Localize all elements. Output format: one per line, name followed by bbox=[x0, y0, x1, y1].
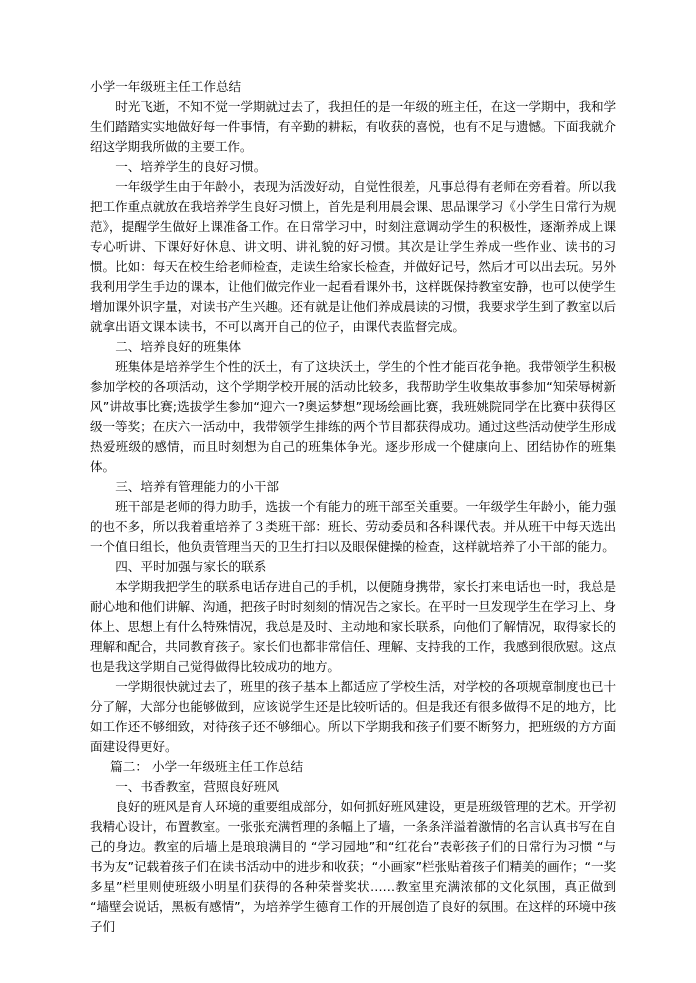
part-2-section-1-paragraph: 良好的班风是育人环境的重要组成部分，如何抓好班风建设，更是班级管理的艺术。开学初我精心设计，布置教室。一张张充满哲理的条幅上了墙，一条条洋溢着激情的名言认真书写在自己的身边。教室的后墙上是琅琅满目的 “学习园地”和“红花台”表彰孩子们的日常行为习惯 “与书为友”记载着孩子们在读书活动中的进步和收获；“小画家”栏张贴着孩子们精美的画作；“一奖多星”栏里则使班级小明星们获得的各种荣誉奖状……教室里充满浓郁的文化氛围，真正做到 “墙壁会说话，黑板有感情”，为培养学生德育工作的开展创造了良好的氛围。在这样的环境中孩子们 bbox=[90, 799, 616, 934]
section-4-paragraph: 本学期我把学生的联系电话存进自己的手机，以便随身携带，家长打来电话也一时，我总是耐心地和他们讲解、沟通，把孩子时时刻刻的情况告之家长。在平时一旦发现学生在学习上、身体上、思想上有什么特殊情况，我总是及时、主动地和家长联系，向他们了解情况，取得家长的理解和配合，共同教育孩子。家长们也都非常信任、理解、支持我的工作，我感到很欣慰。这点也是我这学期自己觉得做得比较成功的地方。 bbox=[90, 579, 616, 674]
closing-paragraph: 一学期很快就过去了，班里的孩子基本上都适应了学校生活，对学校的各项规章制度也已十分了解，大部分也能够做到，应该说学生还是比较听话的。但是我还有很多做得不足的地方，比如工作还不够细致，对待孩子还不够细心。所以下学期我和孩子们要不断努力，把班级的方方面面建设得更好。 bbox=[90, 679, 616, 754]
intro-paragraph: 时光飞逝，不知不觉一学期就过去了，我担任的是一年级的班主任，在这一学期中，我和学生们踏踏实实地做好每一件事情，有辛勤的耕耘，有收获的喜悦，也有不足与遗憾。下面我就介绍这学期我所做的主要工作。 bbox=[90, 99, 616, 154]
section-3-paragraph: 班干部是老师的得力助手，选拔一个有能力的班干部至关重要。一年级学生年龄小，能力强的也不多，所以我着重培养了３类班干部：班长、劳动委员和各科课代表。并从班干中每天选出一个值日组长，他负责管理当天的卫生打扫以及眼保健操的检查，这样就培养了小干部的能力。 bbox=[90, 499, 616, 554]
section-1-heading: 一、培养学生的良好习惯。 bbox=[115, 159, 267, 174]
section-1-paragraph: 一年级学生由于年龄小，表现为活泼好动，自觉性很差，凡事总得有老师在旁看着。所以我把工作重点就放在我培养学生良好习惯上，首先是利用晨会课、思品课学习《小学生日常行为规范》，提醒学生做好上课准备工作。在日常学习中，时刻注意调动学生的积极性，逐渐养成上课专心听讲、下课好好休息、讲文明、讲礼貌的好习惯。其次是让学生养成一些作业、读书的习惯。比如：每天在校生给老师检查，走读生给家长检查，并做好记号，然后才可以出去玩。另外我利用学生手边的课本，让他们做完作业一起看看课外书，这样既保持教室安静，也可以使学生增加课外识字量，对读书产生兴趣。还有就是让他们养成晨读的习惯，我要求学生到了教室以后就拿出语文课本读书，不可以离开自己的位子，由课代表监督完成。 bbox=[90, 179, 616, 334]
section-4-heading: 四、平时加强与家长的联系 bbox=[115, 559, 267, 574]
section-2-paragraph: 班集体是培养学生个性的沃土，有了这块沃土，学生的个性才能百花争艳。我带领学生积极参加学校的各项活动，这个学期学校开展的活动比较多，我帮助学生收集故事参加“知荣辱树新风”讲故事比赛;选拔学生参加“迎六一?奥运梦想”现场绘画比赛，我班姚院同学在比赛中获得区级一等奖；在庆六一活动中，我带领学生排练的两个节目都获得成功。通过这些活动使学生形成热爱班级的感情，而且时刻想为自己的班集体争光。逐步形成一个健康向上、团结协作的班集体。 bbox=[90, 359, 616, 474]
section-2-heading: 二、培养良好的班集体 bbox=[115, 339, 242, 354]
part-2-section-1-heading: 一、书香教室，营照良好班风 bbox=[115, 779, 279, 794]
document-title: 小学一年级班主任工作总结 bbox=[90, 79, 242, 94]
section-3-heading: 三、培养有管理能力的小干部 bbox=[115, 479, 279, 494]
part-2-heading: 篇二： 小学一年级班主任工作总结 bbox=[110, 759, 304, 774]
